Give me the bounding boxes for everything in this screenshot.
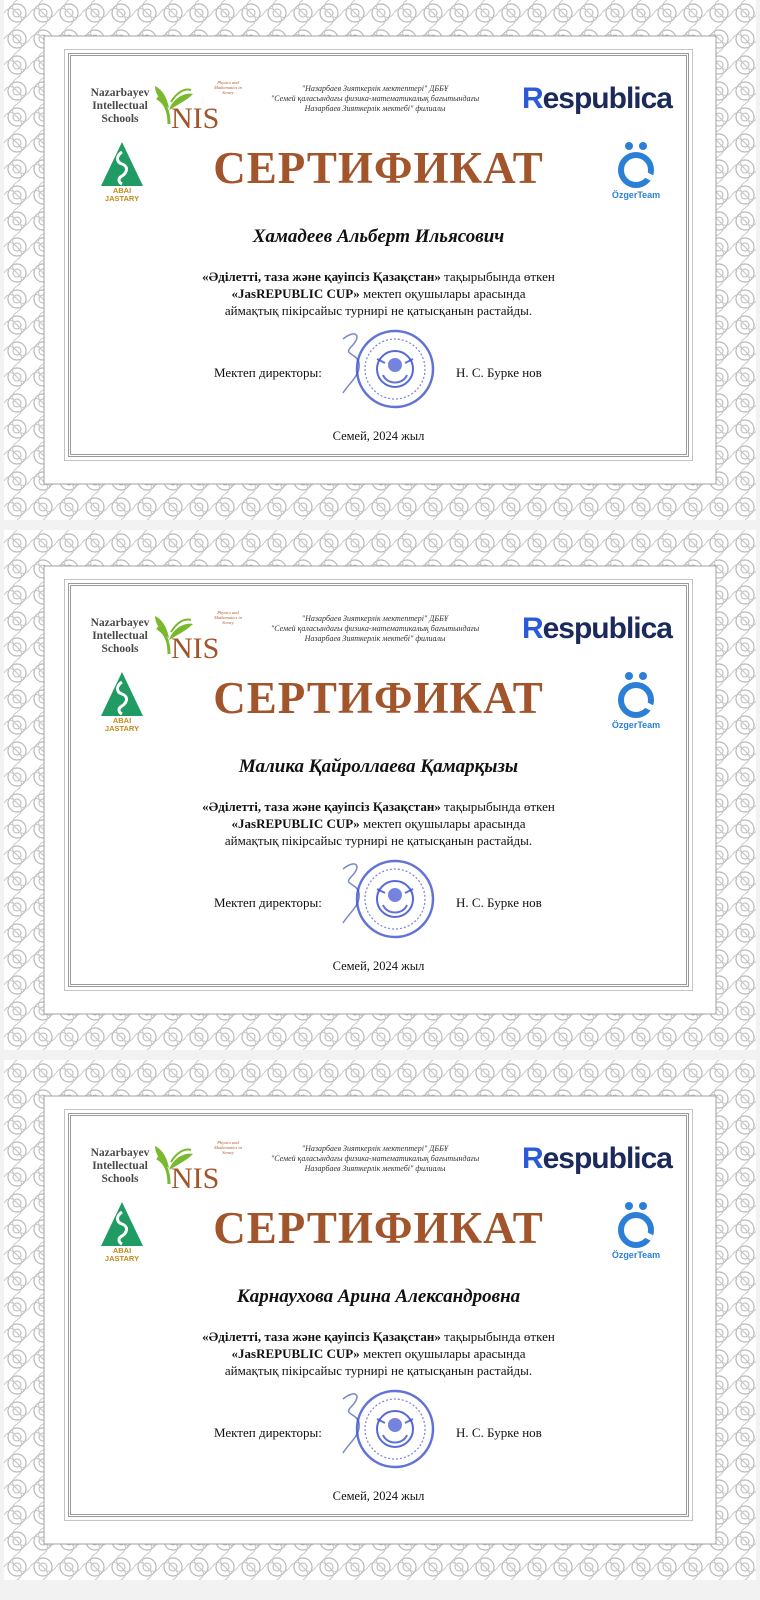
org-line-2: "Семей қаласындағы физика-математикалық бағытындағы bbox=[270, 94, 480, 103]
certificate-body bbox=[71, 268, 686, 319]
org-line-1: "Назарбаев Зияткерлік мектептері" ДББҰ bbox=[301, 614, 449, 623]
org-line-3: Назарбаев Зияткерлік мектебі" филиалы bbox=[304, 104, 446, 113]
nis-mark-text: NIS bbox=[171, 632, 220, 662]
signature-row bbox=[71, 871, 686, 951]
respublica-r: R bbox=[521, 82, 543, 115]
certificate-2 bbox=[4, 530, 756, 1050]
certificate-footer: Семей, 2024 жыл bbox=[332, 959, 425, 973]
organization-text bbox=[237, 84, 513, 114]
respublica-logo bbox=[522, 82, 672, 116]
certificate-title: СЕРТИФИКАТ bbox=[213, 673, 544, 723]
nis-small-text: Physics and Mathematics in Semey bbox=[214, 80, 242, 95]
body-line-2 bbox=[71, 815, 686, 832]
seal-stamp-icon bbox=[329, 1383, 439, 1475]
nis-logo bbox=[89, 80, 242, 132]
org-line-3: Назарбаев Зияткерлік мектебі" филиалы bbox=[304, 1164, 446, 1173]
body-line-3: аймақтық пікірсайыс турнирі не қатысқанын растайды. bbox=[224, 1363, 533, 1378]
recipient-name: Хамадеев Альберт Ильясович bbox=[252, 226, 505, 247]
signature-row bbox=[71, 1401, 686, 1481]
certificate-panel bbox=[68, 1113, 689, 1517]
nis-text: Nazarbayev Intellectual Schools bbox=[90, 617, 150, 655]
certificate-body bbox=[71, 798, 686, 849]
body-line-1-bold: «Әділетті, таза және қауіпсіз Қазақстан» bbox=[202, 269, 441, 284]
abai-label: ABAI JASTARY bbox=[104, 716, 140, 733]
body-line-2-rest: мектеп оқушылары арасында bbox=[359, 286, 526, 301]
body-line-2 bbox=[71, 1345, 686, 1362]
body-line-1-rest: тақырыбында өткен bbox=[440, 269, 555, 284]
nis-mark-text: NIS bbox=[171, 102, 220, 132]
body-line-3: аймақтық пікірсайыс турнирі не қатысқанын растайды. bbox=[224, 303, 533, 318]
certificate-footer: Семей, 2024 жыл bbox=[332, 429, 425, 443]
seal-stamp-icon bbox=[329, 853, 439, 945]
respublica-rest: espublica bbox=[542, 612, 672, 645]
nis-mark-text: NIS bbox=[171, 1162, 220, 1192]
organization-text bbox=[237, 1144, 513, 1174]
certificate-title: СЕРТИФИКАТ bbox=[213, 143, 544, 193]
body-line-2-bold: «JasREPUBLIC CUP» bbox=[231, 1346, 360, 1361]
director-name: Н. С. Бурке нов bbox=[456, 365, 542, 380]
body-line-1 bbox=[71, 1328, 686, 1345]
body-line-2-rest: мектеп оқушылары арасында bbox=[359, 816, 526, 831]
nis-text: Nazarbayev Intellectual Schools bbox=[90, 1147, 150, 1185]
nis-small-text: Physics and Mathematics in Semey bbox=[214, 610, 242, 625]
certificate-1 bbox=[4, 0, 756, 520]
org-line-2: "Семей қаласындағы физика-математикалық бағытындағы bbox=[270, 624, 480, 633]
ozger-label: ÖzgerTeam bbox=[611, 1250, 661, 1260]
org-line-3: Назарбаев Зияткерлік мектебі" филиалы bbox=[304, 634, 446, 643]
certificate-title: СЕРТИФИКАТ bbox=[213, 1203, 544, 1253]
respublica-logo bbox=[522, 1142, 672, 1176]
body-line-1-bold: «Әділетті, таза және қауіпсіз Қазақстан» bbox=[202, 1329, 441, 1344]
certificate-panel bbox=[68, 53, 689, 457]
respublica-rest: espublica bbox=[542, 1142, 672, 1175]
body-line-2-bold: «JasREPUBLIC CUP» bbox=[231, 286, 360, 301]
body-line-1 bbox=[71, 268, 686, 285]
certificate-3 bbox=[4, 1060, 756, 1580]
ozger-label: ÖzgerTeam bbox=[611, 720, 661, 730]
respublica-rest: espublica bbox=[542, 82, 672, 115]
body-line-2 bbox=[71, 285, 686, 302]
director-name: Н. С. Бурке нов bbox=[456, 1425, 542, 1440]
director-name: Н. С. Бурке нов bbox=[456, 895, 542, 910]
body-line-1-rest: тақырыбында өткен bbox=[440, 1329, 555, 1344]
recipient-name: Малика Қайроллаева Қамарқызы bbox=[238, 756, 519, 777]
director-label: Мектеп директоры: bbox=[214, 1425, 322, 1440]
abai-label: ABAI JASTARY bbox=[104, 186, 140, 203]
organization-text bbox=[237, 614, 513, 644]
body-line-1-rest: тақырыбында өткен bbox=[440, 799, 555, 814]
body-line-1-bold: «Әділетті, таза және қауіпсіз Қазақстан» bbox=[202, 799, 441, 814]
recipient-name: Карнаухова Арина Александровна bbox=[236, 1286, 521, 1307]
nis-text: Nazarbayev Intellectual Schools bbox=[90, 87, 150, 125]
certificate-footer: Семей, 2024 жыл bbox=[332, 1489, 425, 1503]
nis-logo bbox=[89, 610, 242, 662]
respublica-r: R bbox=[521, 1142, 543, 1175]
respublica-r: R bbox=[521, 612, 543, 645]
nis-logo bbox=[89, 1140, 242, 1192]
seal-stamp-icon bbox=[329, 323, 439, 415]
director-label: Мектеп директоры: bbox=[214, 365, 322, 380]
abai-label: ABAI JASTARY bbox=[104, 1246, 140, 1263]
ozger-label: ÖzgerTeam bbox=[611, 190, 661, 200]
body-line-3: аймақтық пікірсайыс турнирі не қатысқанын растайды. bbox=[224, 833, 533, 848]
body-line-2-bold: «JasREPUBLIC CUP» bbox=[231, 816, 360, 831]
body-line-2-rest: мектеп оқушылары арасында bbox=[359, 1346, 526, 1361]
org-line-1: "Назарбаев Зияткерлік мектептері" ДББҰ bbox=[301, 84, 449, 93]
body-line-1 bbox=[71, 798, 686, 815]
org-line-2: "Семей қаласындағы физика-математикалық бағытындағы bbox=[270, 1154, 480, 1163]
signature-row bbox=[71, 341, 686, 421]
nis-small-text: Physics and Mathematics in Semey bbox=[214, 1140, 242, 1155]
respublica-logo bbox=[522, 612, 672, 646]
certificate-body bbox=[71, 1328, 686, 1379]
director-label: Мектеп директоры: bbox=[214, 895, 322, 910]
org-line-1: "Назарбаев Зияткерлік мектептері" ДББҰ bbox=[301, 1144, 449, 1153]
certificate-panel bbox=[68, 583, 689, 987]
